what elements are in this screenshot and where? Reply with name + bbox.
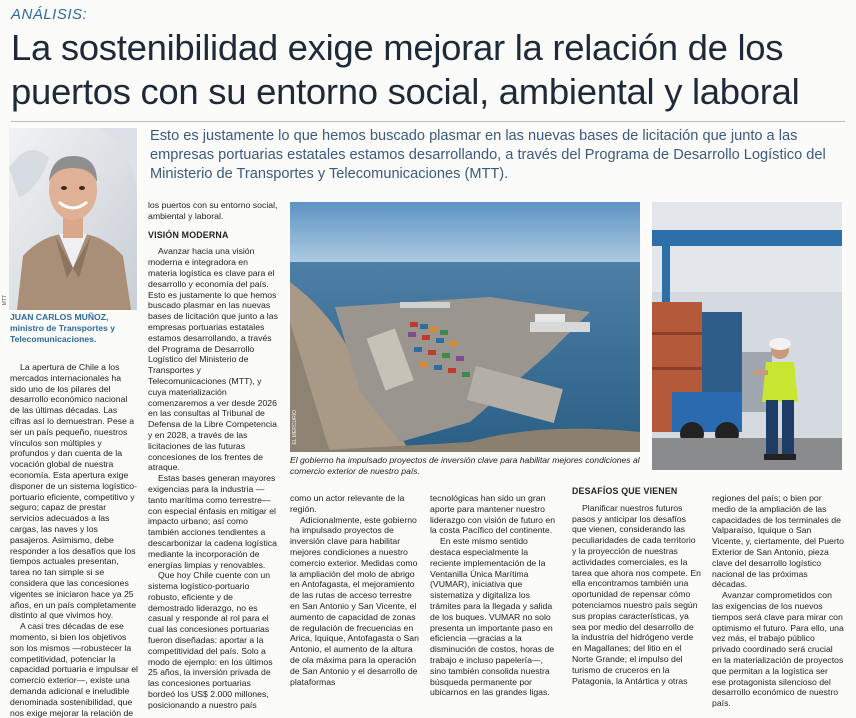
column-4 (430, 493, 560, 698)
author-name: JUAN CARLOS MUÑOZ, (10, 312, 109, 322)
paragraph: Avanzar hacia una visión moderna e integradora en materia logística es clave para el desarrollo y economía del país. Esto es justamente lo que hemos buscado plasmar en las nuevas bases de licitación que junto a las empresas portuarias estatales estamos desarrollando, a través del Programa de Desarrollo Logístico del Ministerio de Transportes y Telecomunicaciones (MTT), y cuya materialización comenzaremos a ver desde 2026 en las consultas al Tribunal de Defensa de la Libre Competencia y en 2028, a través de las licitaciones de las futuras concesiones de los frentes de atraque. (148, 246, 278, 473)
column-6 (712, 493, 844, 709)
port-worker-photo (652, 202, 842, 470)
subhead-desafios: DESAFÍOS QUE VIENEN (572, 486, 678, 496)
paragraph: La apertura de Chile a los mercados internacionales ha sido uno de los pilares del desarrollo económico nacional de las últimas décadas. Las cifras así lo demuestran. Pese a ser un país pequeño, nuestros vínculos son múltiples y profundos y dan cuenta de la vocación global de nuestra economía. Esta apertura exige disponer de un sistema logístico-portuario eficiente, competitivo y seguro; capaz de prestar servicios adecuados a las cargas, las naves y los pasajeros. Asimismo, debe responder a los desafíos que los tiempos actuales presentan, tarea no tan simple si se considera que las concesiones vigentes se iniciaron hace ya 25 años, en un país completamente distinto al que vivimos hoy. (10, 362, 137, 621)
paragraph: Planificar nuestros futuros pasos y anticipar los desafíos que vienen, considerando las peculiaridades de cada territorio y la proyección de nuestras actividades comerciales, es la tarea que ahora nos compete. En ella encontramos también una oportunidad de repensar cómo potenciamos nuestro país según sus propias características, ya sea por medio del desarrollo de la industria del hidrógeno verde en Magallanes; del litio en el Norte Grande; el impulso del turismo de cruceros en la Patagonia, la Antártica y otras (572, 502, 701, 686)
paragraph: los puertos con su entorno social, ambiental y laboral. (148, 200, 278, 221)
port-photo-credit: EL MERCURIO (292, 410, 298, 445)
paragraph: A casi tres décadas de ese momento, si bien los objetivos son los mismos —robustecer la competitividad, potenciar la capacidad portuaria e impulsar el comercio exterior—, existe una demanda adicional e ineludible denominada sostenibilidad, que nos exige mejorar la relación de (10, 621, 138, 718)
column-3 (290, 493, 420, 687)
port-aerial-photo (290, 202, 640, 452)
paragraph: regiones del país; o bien por medio de la ampliación de las capacidades de los terminales de Valparaíso, Iquique o San Vicente, y, ciertamente, del Puerto Exterior de San Antonio, pieza clave del desarrollo logístico nacional de las próximas décadas. (712, 493, 844, 590)
subhead-vision-moderna: VISIÓN MODERNA (148, 229, 229, 240)
column-2 (148, 200, 278, 711)
paragraph: Estas bases generan mayores exigencias para la industria —tanto marítima como terrestre— con especial énfasis en mitigar el impacto urbano; así como también acciones tendientes a descarbonizar la cadena logística mediante la incorporación de energías limpias y renovables. (148, 473, 277, 570)
column-5 (572, 486, 702, 686)
paragraph: Avanzar comprometidos con las exigencias de los nuevos tiempos será clave para mirar con optimismo el futuro. Para ello, una vez más, el trabajo público privado coordinado será crucial en la materialización de proyectos que permitan a la logística ser ese protagonista silencioso del desarrollo económico de nuestro país. (712, 590, 844, 709)
author-portrait (9, 128, 137, 310)
section-kicker: ANÁLISIS: (11, 6, 88, 23)
header-divider (11, 121, 845, 122)
photo-caption: El gobierno ha impulsado proyectos de inversión clave para habilitar mejores condiciones al comercio exterior de nuestro país. (290, 455, 640, 476)
author-caption (10, 312, 138, 345)
article-lead: Esto es justamente lo que hemos buscado plasmar en las nuevas bases de licitación que junto a las empresas portuarias estatales estamos desarrollando, a través del Programa de Desarrollo Logístico del Ministerio de Transportes y Telecomunicaciones (MTT). (150, 128, 826, 182)
portrait-credit: MTT (2, 295, 8, 306)
column-1 (10, 362, 138, 718)
author-role: ministro de Transportes y Telecomunicaciones. (10, 323, 116, 344)
paragraph: tecnológicas han sido un gran aporte para mantener nuestro liderazgo con visión de futuro en la costa Pacífico del continente. (430, 493, 556, 536)
paragraph: Adicionalmente, este gobierno ha impulsado proyectos de inversión clave para habilitar mejores condiciones a nuestro comercio exterior. Medidas como la ampliación del molo de abrigo en Antofagasta, el mejoramiento de las rutas de acceso terrestre en San Antonio y San Vicente, el aumento de capacidad de zonas de regulación de frecuencias en Arica, Iquique, Antofagasta o San Antonio, el aumento de la altura de ola máxima para la operación de San Antonio y el desarrollo de plataformas (290, 514, 419, 687)
paragraph: Que hoy Chile cuente con un sistema logístico-portuario robusto, eficiente y de demostrado liderazgo, no es casual y responde al rol para el cual las concesiones portuarias fueron diseñadas: aportar a la competitividad del país. Solo a modo de ejemplo: en los últimos 25 años, la inversión privada de las concesiones portuarias bordeó los US$ 2.000 millones, posicionando a nuestro país (148, 570, 273, 710)
paragraph: En este mismo sentido destaca especialmente la reciente implementación de la Ventanilla Única Marítima (VUMAR), iniciativa que sistematiza y digitaliza los trámites para la llegada y salida de los buques. VUMAR no solo presenta un importante paso en eficiencia —gracias a la disminución de costos, horas de trabajo e incluso papelería—, sino también consolida nuestra búsqueda permanente por ubicarnos en las grandes ligas. (430, 536, 555, 698)
article-headline: La sostenibilidad exige mejorar la relación de los puertos con su entorno social, ambiental y laboral (11, 27, 800, 112)
paragraph: como un actor relevante de la región. (290, 493, 405, 514)
